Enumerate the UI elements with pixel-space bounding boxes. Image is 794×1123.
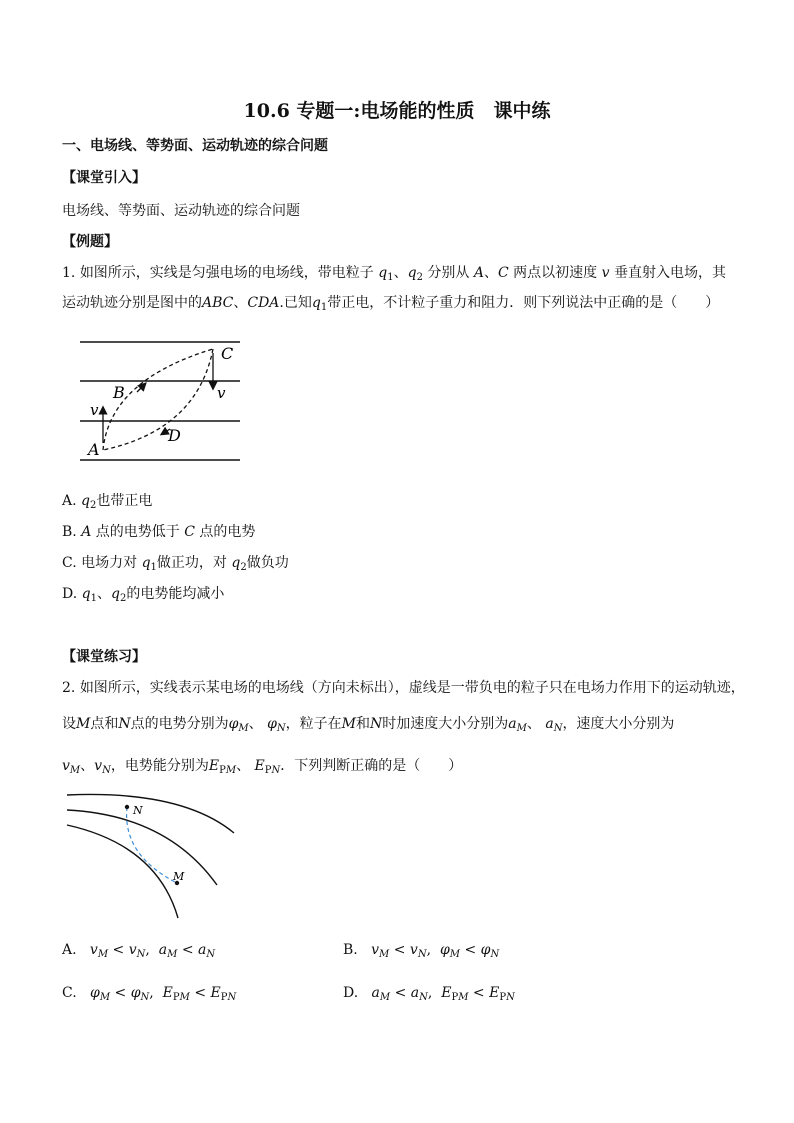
q2-option-d[interactable]: D. $a_M < a_N$, $E_{PM} < E_{PN}$ bbox=[343, 985, 515, 1003]
q1-option-b[interactable]: B. A 点的电势低于 C 点的电势 bbox=[62, 524, 256, 540]
q1-option-d[interactable]: D. $q_1$、$q_2$的电势能均减小 bbox=[62, 586, 225, 604]
intro-header: 【课堂引入】 bbox=[62, 170, 146, 186]
label-a: A bbox=[88, 440, 100, 459]
intro-text: 电场线、等势面、运动轨迹的综合问题 bbox=[62, 203, 300, 219]
page-title: 10.6 专题一:电场能的性质 课中练 bbox=[243, 100, 551, 122]
q2-line1: 2. 如图所示，实线表示某电场的电场线（方向未标出），虚线是一带负电的粒子只在电场力作用下的运动轨迹， bbox=[62, 680, 745, 696]
q2-figure bbox=[62, 785, 247, 925]
q2-option-b[interactable]: B. $v_M < v_N$, $\varphi_M < \varphi_N$ bbox=[343, 942, 500, 960]
q2-option-c[interactable]: C. $\varphi_M < \varphi_N$, $E_{PM} < E_{PN}$ bbox=[62, 985, 237, 1003]
q2-line2: 设M点和N点的电势分别为$\varphi_M$、 $\varphi_N$，粒子在M和N时加速度大小分别为$a_M$、 $a_N$，速度大小分别为 bbox=[62, 716, 675, 734]
point-n bbox=[125, 805, 129, 809]
example-header: 【例题】 bbox=[62, 234, 118, 250]
q2-option-a[interactable]: A. $v_M < v_N$, $a_M < a_N$ bbox=[62, 942, 216, 960]
label-c: C bbox=[221, 344, 234, 363]
section-heading: 一、电场线、等势面、运动轨迹的综合问题 bbox=[62, 138, 328, 154]
label-d: D bbox=[168, 426, 181, 445]
label-b: B bbox=[113, 383, 125, 402]
q1-line2: 运动轨迹分别是图中的ABC、CDA.已知$q_1$带正电，不计粒子重力和阻力．则下列说法中正确的是（ ） bbox=[62, 295, 720, 313]
field-line bbox=[67, 825, 178, 918]
label-v: v bbox=[90, 401, 99, 419]
practice-header: 【课堂练习】 bbox=[62, 649, 146, 665]
arrow-icon bbox=[137, 384, 145, 392]
field-line bbox=[67, 794, 234, 833]
q1-figure bbox=[75, 335, 245, 470]
q1-option-a[interactable]: A. $q_2$也带正电 bbox=[62, 493, 153, 511]
label-m: M bbox=[173, 870, 185, 883]
particle-trajectory bbox=[127, 807, 177, 883]
label-n: N bbox=[133, 804, 143, 817]
q1-line1: 1. 如图所示，实线是匀强电场的电场线，带电粒子 $q_1$、$q_2$ 分别从 A、C 两点以初速度 v 垂直射入电场，其 bbox=[62, 265, 726, 283]
field-line bbox=[67, 810, 217, 885]
label-v: v bbox=[217, 384, 226, 402]
q2-line3: $v_M$、$v_N$，电势能分别为$E_{PM}$、 $E_{PN}$．下列判断正确的是（ ） bbox=[62, 758, 463, 776]
q1-option-c[interactable]: C. 电场力对 $q_1$做正功，对 $q_2$做负功 bbox=[62, 555, 289, 573]
